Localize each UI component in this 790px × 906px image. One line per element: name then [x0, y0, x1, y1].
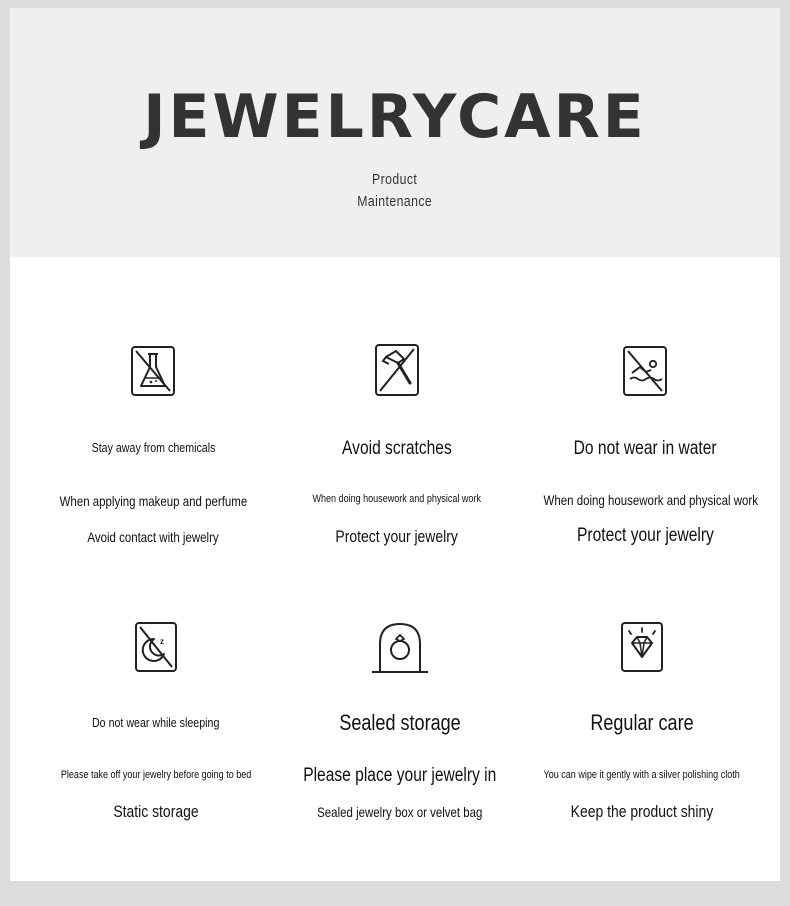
no-chemicals-icon: [130, 345, 176, 397]
care-item-line1: When doing housework and physical work: [312, 493, 482, 505]
care-item-heading: Regular care: [590, 710, 694, 735]
no-sleeping-icon: [134, 621, 178, 673]
care-item-line1: When doing housework and physical work: [543, 492, 758, 508]
care-item-heading: Do not wear in water: [573, 438, 717, 459]
care-item-line1: You can wipe it gently with a silver polishing cloth: [543, 769, 741, 781]
care-item-line1: Please take off your jewelry before going to bed: [60, 769, 252, 781]
care-item-line2: Keep the product shiny: [570, 802, 714, 821]
care-item-heading: Stay away from chemicals: [91, 440, 215, 455]
care-item-heading: Avoid scratches: [342, 438, 452, 459]
header-banner: [10, 8, 780, 257]
subtitle-maintenance: Maintenance: [357, 193, 433, 210]
care-item-line2: Avoid contact with jewelry: [87, 529, 219, 545]
care-card: [10, 8, 780, 881]
care-item-line2: Protect your jewelry: [335, 527, 459, 546]
no-swimming-icon: [622, 345, 668, 397]
diamond-icon: [620, 621, 664, 673]
ring-box-icon: [370, 620, 430, 676]
care-item-line1: When applying makeup and perfume: [59, 493, 247, 509]
no-scratch-hammer-icon: [374, 343, 420, 397]
subtitle-product: Product: [372, 171, 418, 188]
svg-text:z: z: [160, 637, 164, 646]
care-item-line2: Sealed jewelry box or velvet bag: [317, 804, 483, 820]
care-item-line2: Static storage: [113, 802, 199, 821]
care-item-heading: Do not wear while sleeping: [92, 715, 220, 730]
care-item-line2: Protect your jewelry: [576, 525, 714, 546]
page-title: JEWELRYCARE: [143, 82, 647, 152]
care-item-line1: Please place your jewelry in: [303, 765, 497, 786]
care-item-heading: Sealed storage: [339, 710, 461, 735]
